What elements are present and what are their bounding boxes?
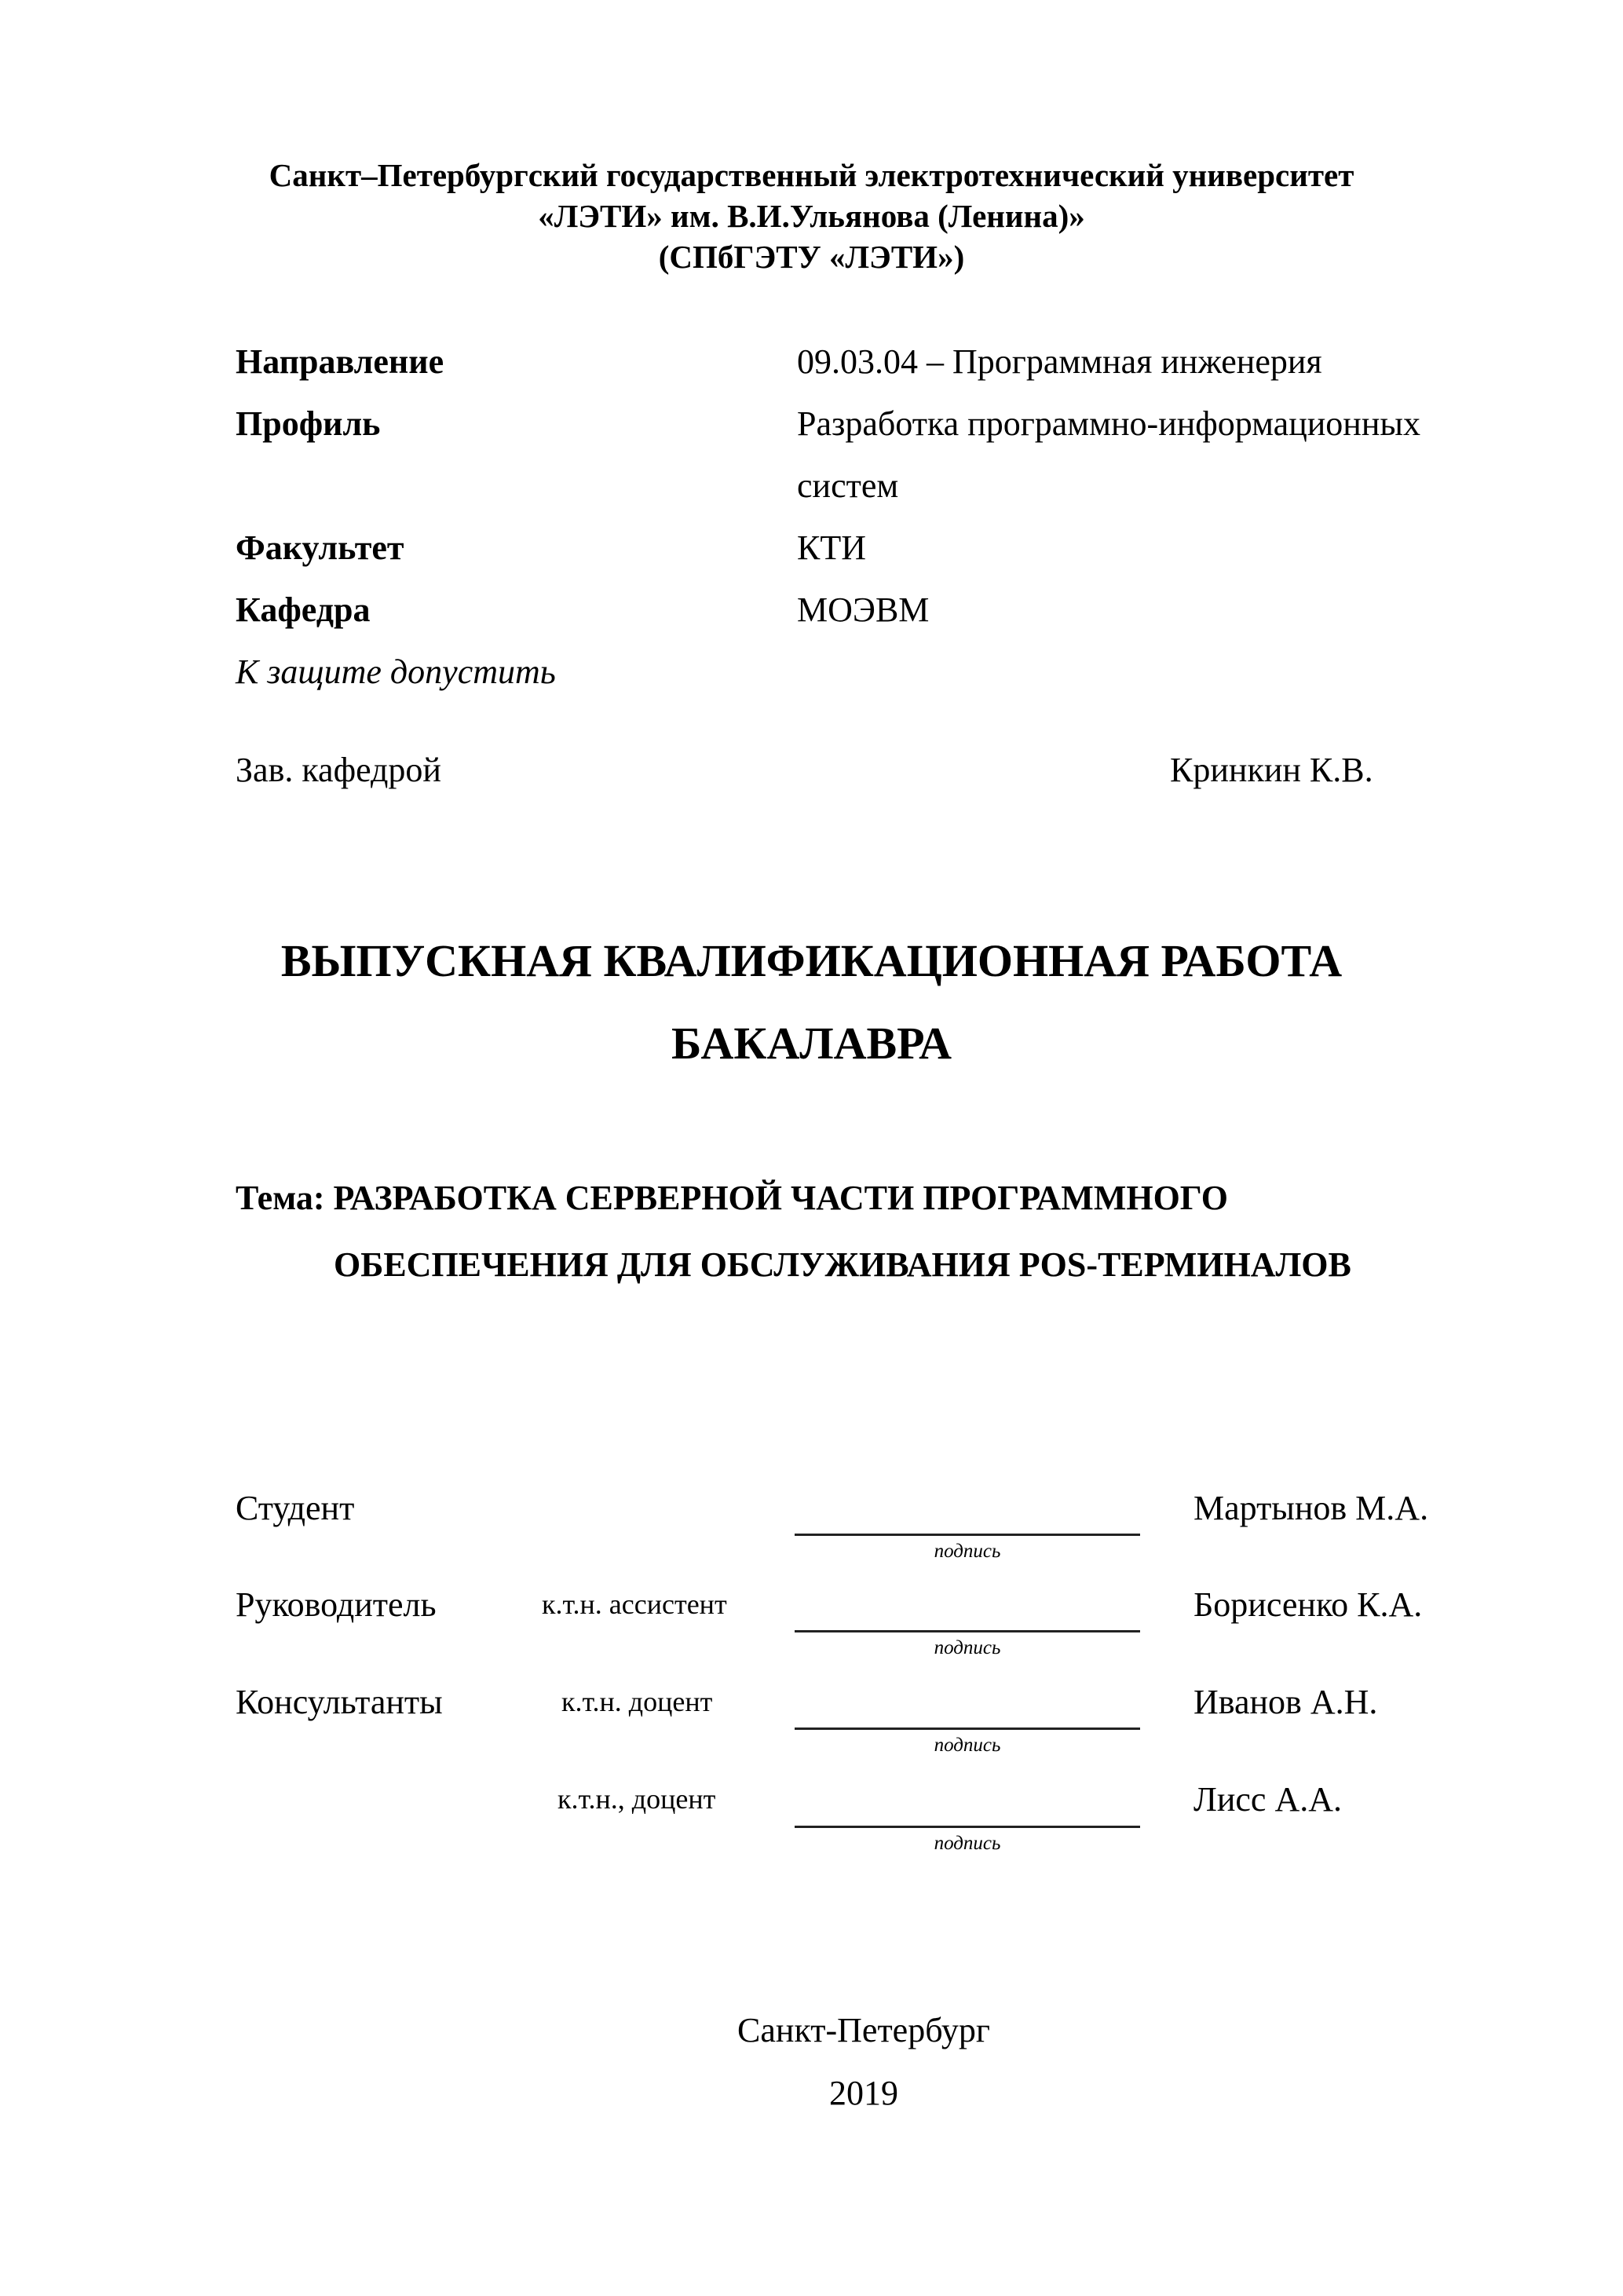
document-title: ВЫПУСКНАЯ КВАЛИФИКАЦИОННАЯ РАБОТА	[280, 935, 1343, 986]
profile-label: Профиль	[236, 404, 381, 443]
signature-caption: подпись	[934, 1833, 1001, 1854]
signature-name: Мартынов М.А.	[1193, 1489, 1429, 1527]
signature-caption: подпись	[934, 1735, 1001, 1756]
topic-line1	[236, 1178, 1228, 1218]
topic-prefix: Тема:	[236, 1179, 325, 1217]
university-short-name: «ЛЭТИ» им. В.И.Ульянова (Ленина)»	[538, 198, 1085, 234]
signature-degree: к.т.н. доцент	[561, 1686, 713, 1717]
document-title-line2: БАКАЛАВРА	[671, 1018, 952, 1069]
profile-value: Разработка программно-информационных	[797, 404, 1420, 443]
signature-line	[795, 1630, 1140, 1632]
signature-name: Лисс А.А.	[1193, 1780, 1342, 1819]
footer-city: Санкт-Петербург	[737, 2011, 990, 2049]
signature-name: Борисенко К.А.	[1193, 1585, 1423, 1624]
signature-role: Консультанты	[236, 1683, 443, 1721]
signature-caption: подпись	[934, 1541, 1001, 1562]
signature-role: Студент	[236, 1489, 355, 1527]
footer-year: 2019	[829, 2074, 898, 2112]
signature-name: Иванов А.Н.	[1193, 1683, 1378, 1721]
signature-degree: к.т.н. ассистент	[542, 1589, 727, 1620]
signature-line	[795, 1826, 1140, 1828]
head-of-department-name: Кринкин К.В.	[1170, 751, 1373, 789]
direction-value: 09.03.04 – Программная инженерия	[797, 342, 1322, 381]
signature-role: Руководитель	[236, 1585, 437, 1624]
head-of-department-label: Зав. кафедрой	[236, 751, 441, 789]
signature-line	[795, 1534, 1140, 1536]
signature-line	[795, 1727, 1140, 1730]
university-abbreviation: (СПбГЭТУ «ЛЭТИ»)	[658, 239, 965, 275]
faculty-value: КТИ	[797, 528, 866, 567]
department-value: МОЭВМ	[797, 590, 930, 629]
department-label: Кафедра	[236, 590, 371, 629]
topic-text: РАЗРАБОТКА СЕРВЕРНОЙ ЧАСТИ ПРОГРАММНОГО	[333, 1179, 1228, 1217]
signature-caption: подпись	[934, 1637, 1001, 1658]
direction-label: Направление	[236, 342, 444, 381]
approval-text: К защите допустить	[236, 653, 556, 691]
topic-line2: ОБЕСПЕЧЕНИЯ ДЛЯ ОБСЛУЖИВАНИЯ POS-ТЕРМИНАЛОВ	[334, 1245, 1351, 1284]
faculty-label: Факультет	[236, 528, 404, 567]
signature-degree: к.т.н., доцент	[557, 1783, 716, 1815]
university-name: Санкт–Петербургский государственный электротехнический университет	[269, 157, 1354, 193]
profile-value-continued: систем	[797, 466, 899, 505]
